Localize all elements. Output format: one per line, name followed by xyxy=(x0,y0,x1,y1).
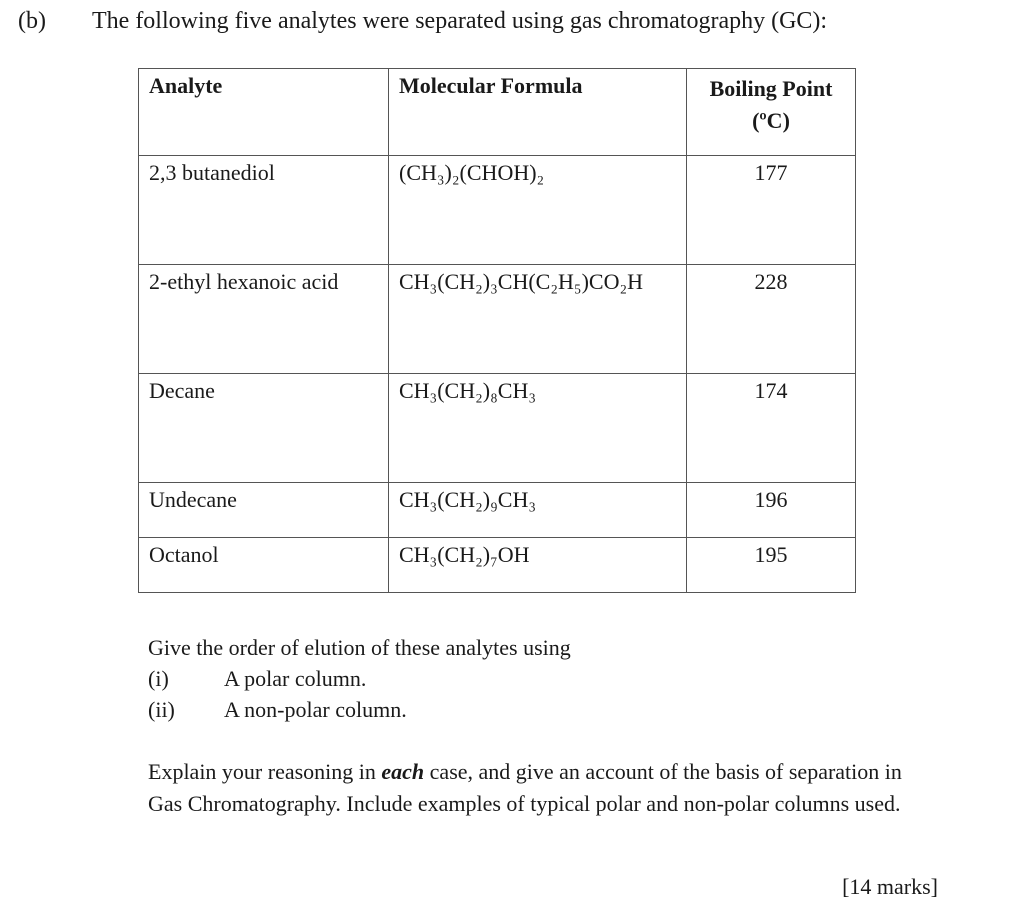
marks-allocation: [14 marks] xyxy=(842,874,938,899)
header-analyte: Analyte xyxy=(139,69,389,156)
cell-formula: (CH₃)₂(CHOH)₂ xyxy=(389,156,687,265)
prompt-item-number: (ii) xyxy=(148,697,175,722)
header-bp-line1: Boiling Point xyxy=(709,76,833,101)
explain-before: Explain your reasoning in xyxy=(148,759,382,784)
prompt-item-text: A non-polar column. xyxy=(224,697,407,722)
table-row xyxy=(139,538,856,593)
explain-after: case, and give an account of the basis of separation in Gas Chromatography. Include examples of typical polar and non-polar columns used. xyxy=(148,759,902,816)
prompt-item xyxy=(148,694,571,725)
analyte-table xyxy=(138,68,856,593)
cell-analyte: Decane xyxy=(139,374,389,483)
table-row xyxy=(139,374,856,483)
cell-boiling-point: 195 xyxy=(687,538,856,593)
prompt-item-text: A polar column. xyxy=(224,666,367,691)
header-boiling-point xyxy=(687,69,856,156)
prompt-lead: Give the order of elution of these analytes using xyxy=(148,635,571,660)
table-row xyxy=(139,156,856,265)
cell-formula: CH₃(CH₂)₃CH(C₂H₅)CO₂H xyxy=(389,265,687,374)
header-bp-line2: (ºC) xyxy=(752,108,790,133)
table-header-row xyxy=(139,69,856,156)
cell-boiling-point: 174 xyxy=(687,374,856,483)
cell-boiling-point: 228 xyxy=(687,265,856,374)
explain-emphasis: each xyxy=(381,759,425,784)
table-row xyxy=(139,265,856,374)
prompt-item-number: (i) xyxy=(148,666,169,691)
cell-analyte: 2-ethyl hexanoic acid xyxy=(139,265,389,374)
question-label: (b) xyxy=(18,8,46,34)
cell-formula: CH₃(CH₂)₇OH xyxy=(389,538,687,593)
elution-prompt xyxy=(148,632,571,725)
cell-analyte: Undecane xyxy=(139,483,389,538)
cell-boiling-point: 177 xyxy=(687,156,856,265)
table-row xyxy=(139,483,856,538)
explain-instruction xyxy=(148,756,908,820)
prompt-item xyxy=(148,663,571,694)
question-intro: The following five analytes were separated using gas chromatography (GC): xyxy=(92,8,828,34)
cell-analyte: Octanol xyxy=(139,538,389,593)
cell-formula: CH₃(CH₂)₉CH₃ xyxy=(389,483,687,538)
header-formula: Molecular Formula xyxy=(389,69,687,156)
cell-boiling-point: 196 xyxy=(687,483,856,538)
cell-formula: CH₃(CH₂)₈CH₃ xyxy=(389,374,687,483)
cell-analyte: 2,3 butanediol xyxy=(139,156,389,265)
